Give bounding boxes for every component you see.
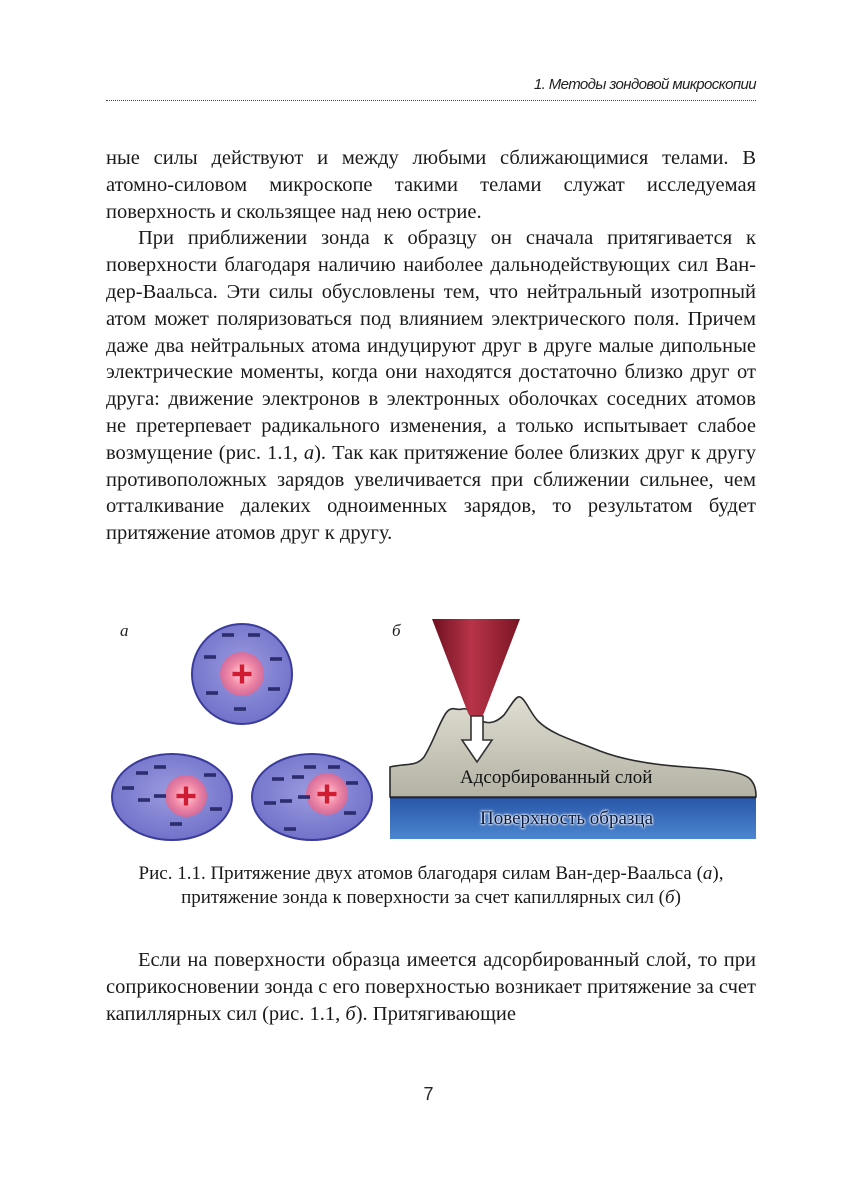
caption-line-2 [106,886,756,910]
caption-line-2-end: ) [674,887,681,908]
paragraph-3-text-b: ). Притягивающие [355,1002,516,1025]
caption-letter-b: б [665,887,675,908]
paragraph-2 [106,225,756,547]
paragraph-3 [106,947,756,1027]
paragraph-2-text-b: ). Так как притяжение более близких друг к другу противоположных зарядов увеличивается при сближении сильнее, чем отталкивание далеких одноименных зарядов, то результатом будет притяжение атомов друг к другу. [106,441,757,545]
adsorbed-layer-label: Адсорбированный слой [460,767,653,788]
atom-polarized-left [112,754,232,840]
paragraph-2-text-a: При приближении зонда к образцу он сначала притягивается к поверхности благодаря наличию наиболее дальнодействующих сил Ван-дер-Ваальса. Эти силы обусловлены тем, что нейтральный изотропный атом может поляризоваться под влиянием электрического поля. Причем даже два нейтральных атома индуцируют друг в друге малые дипольные электрические моменты, когда они находятся достаточно близко друг от друга: движение электронов в электронных оболочках соседних атомов не претерпевает радикального изменения, а только испытывает слабое возмущение (рис. 1.1, [106,227,756,464]
figure-ref-a: а [303,441,315,464]
probe-tip [432,619,520,719]
sample-surface-label: Поверхность образца [480,808,654,829]
caption-line-1-end: ), [712,863,724,884]
page-number: 7 [423,1084,434,1104]
caption-letter-a: а [702,863,713,884]
panel-label-a: а [120,621,129,640]
caption-line-2-text: притяжение зонда к поверхности за счет капиллярных сил ( [181,887,665,908]
body-text-top [106,145,756,547]
caption-line-1 [106,862,756,886]
atom-polarized-right [252,754,372,840]
caption-line-1-text: Рис. 1.1. Притяжение двух атомов благодаря силам Ван-дер-Ваальса ( [138,863,703,884]
atom-single [192,624,292,724]
body-text-bottom [106,947,756,1027]
paragraph-3-text-a: Если на поверхности образца имеется адсорбированный слой, то при соприкосновении зонда с его поверхностью возникает притяжение за счет капиллярных сил (рис. 1.1, [106,949,756,1025]
paragraph-1: ные силы действуют и между любыми сближающимися телами. В атомно-силовом микроскопе такими телами служат исследуемая поверхность и скользящее над нею острие. [106,147,756,223]
running-head: 1. Методы зондовой микроскопии [533,76,756,93]
panel-label-b: б [392,621,401,640]
header-dotted-rule [106,100,756,101]
figure-1-1 [106,617,758,842]
figure-illustration [106,617,758,842]
figure-ref-b: б [345,1002,356,1025]
figure-caption [106,862,756,910]
